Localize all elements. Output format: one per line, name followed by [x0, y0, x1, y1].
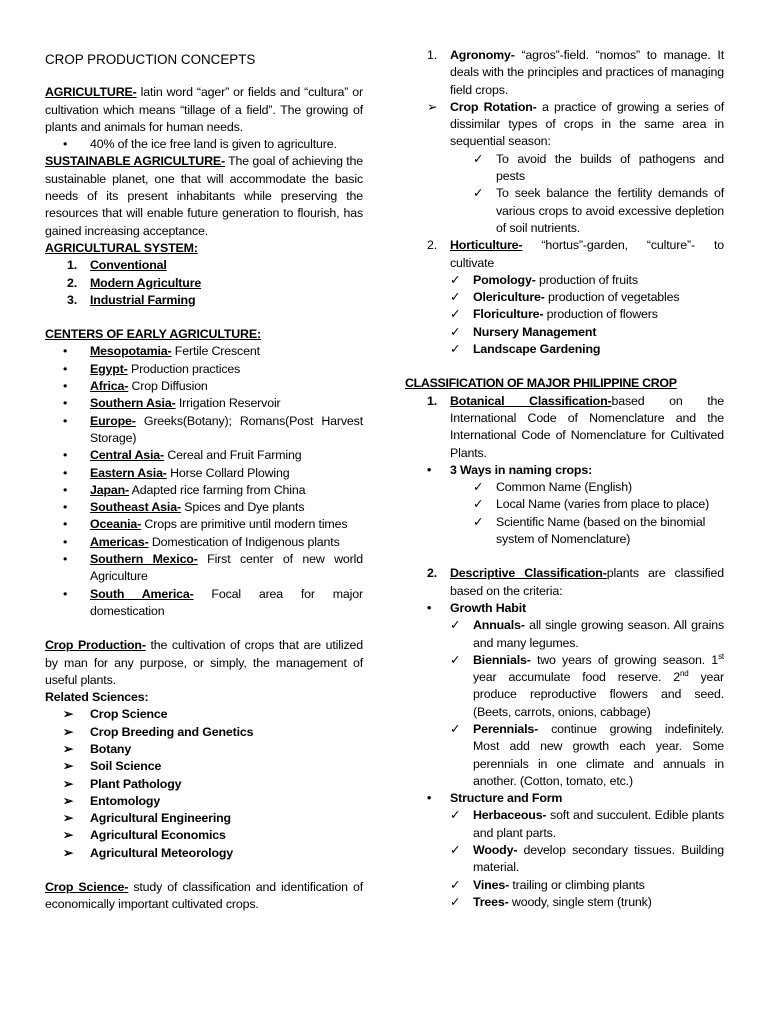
center-term: Eastern Asia- [90, 465, 167, 480]
rotation-reason: To avoid the builds of pathogens and pests [496, 151, 724, 184]
bullet-icon: • [63, 344, 68, 359]
rotation-reason: To seek balance the fertility demands of various crops to avoid excessive depletion of soil nutrients. [496, 186, 724, 235]
list-item [45, 361, 363, 378]
list-item [45, 741, 363, 758]
arrow-icon: ➢ [63, 845, 74, 860]
arrow-icon: ➢ [63, 811, 74, 826]
list-number: 1. [67, 258, 78, 273]
horticulture-term: Horticulture- [450, 238, 523, 253]
list-number: 1. [427, 48, 438, 62]
horticulture-sub-term: Landscape Gardening [473, 342, 601, 357]
check-icon: ✓ [450, 652, 461, 667]
related-list [45, 706, 363, 862]
check-icon: ✓ [473, 151, 484, 166]
sustainable-term: SUSTAINABLE AGRICULTURE- [45, 154, 225, 169]
biennials-text: year produce reproductive flowers and seed. (Beets, carrots, onions, cabbage) [473, 670, 725, 719]
related-science-label: Plant Pathology [90, 776, 182, 791]
sustainable-definition [45, 153, 363, 239]
list-item [405, 306, 724, 323]
bullet-icon: • [63, 586, 68, 601]
list-item [45, 395, 363, 412]
related-heading: Related Sciences: [45, 690, 149, 705]
list-item [405, 324, 724, 341]
list-item [45, 275, 363, 292]
check-icon: ✓ [450, 843, 461, 858]
bullet-icon: • [427, 791, 432, 806]
annuals-text: all single growing season. All grains and many legumes. [473, 618, 724, 650]
center-term: Central Asia- [90, 448, 165, 463]
bullet-icon: • [427, 600, 432, 615]
list-item [45, 793, 363, 810]
perennials-term: Perennials- [473, 721, 539, 736]
structure-text: soft and succulent. Edible plants and plant parts. [473, 808, 724, 840]
structure-term: Herbaceous- [473, 808, 547, 823]
list-number: 1. [427, 393, 438, 408]
check-icon: ✓ [473, 480, 484, 495]
center-term: Africa- [90, 379, 129, 394]
centers-list [45, 343, 363, 620]
check-icon: ✓ [450, 342, 461, 357]
horticulture-sub-text: production of fruits [535, 272, 638, 287]
arrow-icon: ➢ [63, 707, 74, 722]
botanical-text: based on the International Code of Nomenclature and the International Code of Nomenclature for Cultivated Plants. [450, 393, 724, 460]
crop-science-text: study of classification and identification of economically important cultivated crops. [45, 880, 363, 912]
naming-item-label: Scientific Name (based on the binomial system of Nomenclature) [496, 514, 706, 547]
growth-habit-item [405, 600, 724, 617]
center-text: Spices and Dye plants [180, 500, 305, 515]
horticulture-sub-text: production of flowers [543, 307, 658, 322]
list-item [45, 447, 363, 464]
center-text: Crops are primitive until modern times [141, 517, 348, 532]
superscript: nd [679, 668, 689, 678]
right-column [405, 47, 724, 911]
center-term: Mesopotamia- [90, 344, 172, 359]
check-icon: ✓ [473, 186, 484, 201]
related-science-label: Agricultural Engineering [90, 811, 231, 826]
botanical-term: Botanical Classification- [450, 393, 612, 408]
list-item [45, 845, 363, 862]
growth-habit-heading: Growth Habit [450, 600, 526, 615]
list-item [405, 151, 724, 186]
check-icon: ✓ [450, 272, 461, 287]
list-item [45, 257, 363, 274]
center-text: Production practices [127, 361, 241, 376]
bullet-icon: • [63, 448, 68, 463]
bullet-icon: • [427, 462, 432, 477]
descriptive-text: plants are classified based on the criteria: [450, 566, 724, 598]
structure-term: Trees- [473, 894, 509, 909]
left-column [45, 47, 363, 914]
check-icon: ✓ [450, 721, 461, 736]
list-item [405, 289, 724, 306]
list-item [45, 827, 363, 844]
list-item [45, 724, 363, 741]
centers-heading: CENTERS OF EARLY AGRICULTURE: [45, 327, 261, 342]
center-text: Adapted rice farming from China [129, 482, 306, 497]
agriculture-bullet: 40% of the ice free land is given to agriculture. [90, 137, 337, 152]
descriptive-item [405, 565, 724, 600]
horticulture-sub-term: Nursery Management [473, 324, 597, 339]
list-item [45, 482, 363, 499]
structure-text: trailing or climbing plants [509, 877, 645, 892]
arrow-icon: ➢ [63, 828, 74, 843]
naming-item-label: Local Name (varies from place to place) [496, 497, 710, 512]
check-icon: ✓ [450, 894, 461, 909]
related-science-label: Agricultural Meteorology [90, 845, 234, 860]
biennials-text: two years of growing season. 1 [530, 652, 719, 667]
agronomy-term: Agronomy- [450, 48, 515, 62]
bullet-icon: • [63, 482, 68, 497]
arrow-icon: ➢ [63, 724, 74, 739]
naming-item-label: Common Name (English) [496, 480, 632, 495]
bullet-icon: • [63, 517, 68, 532]
superscript: st [718, 651, 724, 661]
list-number: 2. [67, 275, 78, 290]
bullet-icon: • [63, 534, 68, 549]
center-text: Fertile Crescent [171, 344, 260, 359]
structure-term: Woody- [473, 843, 518, 858]
classification-heading: CLASSIFICATION OF MAJOR PHILIPPINE CROP [405, 376, 677, 391]
list-item [405, 185, 724, 237]
perennials-text: continue growing indefinitely. Most add new growth each year. Some perennials in one climate and annuals in another. (Cotton, tomato, etc.) [473, 721, 724, 788]
list-item [45, 586, 363, 621]
page-title: CROP PRODUCTION CONCEPTS [45, 52, 256, 67]
list-item [405, 877, 724, 894]
list-item [45, 706, 363, 723]
center-term: Southeast Asia- [90, 500, 181, 515]
system-item-label: Industrial Farming [90, 292, 196, 307]
list-item [405, 894, 724, 911]
related-science-label: Crop Breeding and Genetics [90, 724, 254, 739]
check-icon: ✓ [450, 808, 461, 823]
naming-list [405, 479, 724, 548]
check-icon: ✓ [450, 324, 461, 339]
list-item [45, 136, 363, 153]
horticulture-sub-term: Pomology- [473, 272, 536, 287]
list-item [405, 514, 724, 549]
list-item [405, 617, 724, 652]
list-item [405, 807, 724, 842]
list-item [405, 496, 724, 513]
crop-science-definition [45, 879, 363, 914]
list-item [45, 343, 363, 360]
center-text: Horse Collard Plowing [166, 465, 290, 480]
center-text: First center of new world Agriculture [90, 552, 363, 584]
check-icon: ✓ [450, 290, 461, 305]
arrow-icon: ➢ [63, 759, 74, 774]
naming-item [405, 462, 724, 479]
arrow-icon: ➢ [63, 793, 74, 808]
center-text: Greeks(Botany); Romans(Post Harvest Storage) [90, 413, 363, 445]
bullet-icon: • [63, 361, 68, 376]
list-number: 2. [427, 238, 438, 253]
list-number: 3. [67, 292, 78, 307]
related-science-label: Soil Science [90, 759, 162, 774]
system-item-label: Modern Agriculture [90, 275, 202, 290]
list-item [405, 652, 724, 721]
list-item [45, 551, 363, 586]
related-science-label: Crop Science [90, 707, 168, 722]
list-number: 2. [427, 566, 438, 581]
rotation-item [405, 99, 724, 151]
bullet-icon: • [63, 137, 68, 152]
system-item-label: Conventional [90, 258, 167, 273]
arrow-icon: ➢ [63, 741, 74, 756]
center-text: Irrigation Reservoir [175, 396, 281, 411]
crop-production-text: the cultivation of crops that are utilized by man for any purpose, or simply, the management of useful plants. [45, 638, 364, 687]
structure-item [405, 790, 724, 807]
agriculture-term: AGRICULTURE- [45, 85, 137, 100]
center-term: Japan- [90, 482, 130, 497]
center-term: Southern Mexico- [90, 552, 198, 567]
rotation-term: Crop Rotation- [450, 99, 537, 114]
check-icon: ✓ [473, 497, 484, 512]
horticulture-text: “hortus”-garden, “culture”- to cultivate [450, 238, 724, 270]
bullet-icon: • [63, 396, 68, 411]
check-icon: ✓ [450, 618, 461, 633]
center-term: Europe- [90, 413, 136, 428]
horticulture-sub-text: production of vegetables [544, 290, 680, 305]
related-science-label: Botany [90, 741, 132, 756]
list-item [405, 721, 724, 790]
bullet-icon: • [63, 500, 68, 515]
list-item [405, 842, 724, 877]
arrow-icon: ➢ [63, 776, 74, 791]
biennials-term: Biennials- [473, 652, 531, 667]
descriptive-term: Descriptive Classification- [450, 566, 607, 581]
check-icon: ✓ [473, 514, 484, 529]
system-heading: AGRICULTURAL SYSTEM: [45, 240, 198, 255]
center-term: South America- [90, 586, 194, 601]
center-term: Southern Asia- [90, 396, 176, 411]
structure-list [405, 807, 724, 911]
agriculture-text: latin word “ager” or fields and “cultura” or cultivation which means “tillage of a field”. The growing of plants and animals for human needs. [45, 85, 363, 134]
annuals-term: Annuals- [473, 618, 525, 633]
list-item [405, 341, 724, 358]
botanical-item [405, 393, 724, 462]
bullet-icon: • [63, 379, 68, 394]
rotation-text: a practice of growing a series of dissimilar types of crops in the same area in sequential season: [450, 99, 724, 149]
arrow-icon: ➢ [427, 99, 438, 114]
center-term: Egypt- [90, 361, 128, 376]
center-term: Americas- [90, 534, 149, 549]
horticulture-sub-term: Olericulture- [473, 290, 545, 305]
related-science-label: Entomology [90, 793, 161, 808]
list-item [45, 292, 363, 309]
structure-text: woody, single stem (trunk) [508, 894, 652, 909]
list-item [45, 465, 363, 482]
agronomy-text: “agros”-field. “nomos” to manage. It deals with the principles and practices of managing field crops. [450, 48, 724, 97]
horticulture-sub-term: Floriculture- [473, 307, 544, 322]
list-item [45, 810, 363, 827]
list-item [45, 776, 363, 793]
bullet-icon: • [63, 413, 68, 428]
biennials-text: year accumulate food reserve. 2 [473, 670, 680, 685]
list-item [405, 479, 724, 496]
crop-production-definition [45, 637, 363, 689]
structure-term: Vines- [473, 877, 510, 892]
center-text: Cereal and Fruit Farming [164, 448, 302, 463]
list-item [45, 378, 363, 395]
check-icon: ✓ [450, 877, 461, 892]
center-text: Crop Diffusion [128, 379, 208, 394]
center-term: Oceania- [90, 517, 142, 532]
agriculture-definition [45, 84, 363, 136]
bullet-icon: • [63, 552, 68, 567]
horticulture-list [405, 272, 724, 358]
check-icon: ✓ [450, 307, 461, 322]
list-item [45, 758, 363, 775]
structure-text: develop secondary tissues. Building material. [473, 843, 724, 875]
center-text: Domestication of Indigenous plants [148, 534, 340, 549]
crop-science-term: Crop Science- [45, 880, 129, 895]
bullet-icon: • [63, 465, 68, 480]
crop-production-term: Crop Production- [45, 638, 146, 653]
center-text: Focal area for major domestication [90, 586, 363, 618]
structure-heading: Structure and Form [450, 791, 563, 806]
list-item [45, 499, 363, 516]
list-item [45, 413, 363, 448]
related-science-label: Agricultural Economics [90, 828, 226, 843]
horticulture-item [405, 237, 724, 272]
agronomy-item [405, 47, 724, 99]
list-item [45, 516, 363, 533]
naming-heading: 3 Ways in naming crops: [450, 462, 593, 477]
sustainable-text: The goal of achieving the sustainable planet, one that will accommodate the basic needs of its present inhabitants while preserving the resources that will enable future generation to flourish, has gained increasing acceptance. [45, 154, 363, 238]
list-item [45, 534, 363, 551]
list-item [405, 272, 724, 289]
